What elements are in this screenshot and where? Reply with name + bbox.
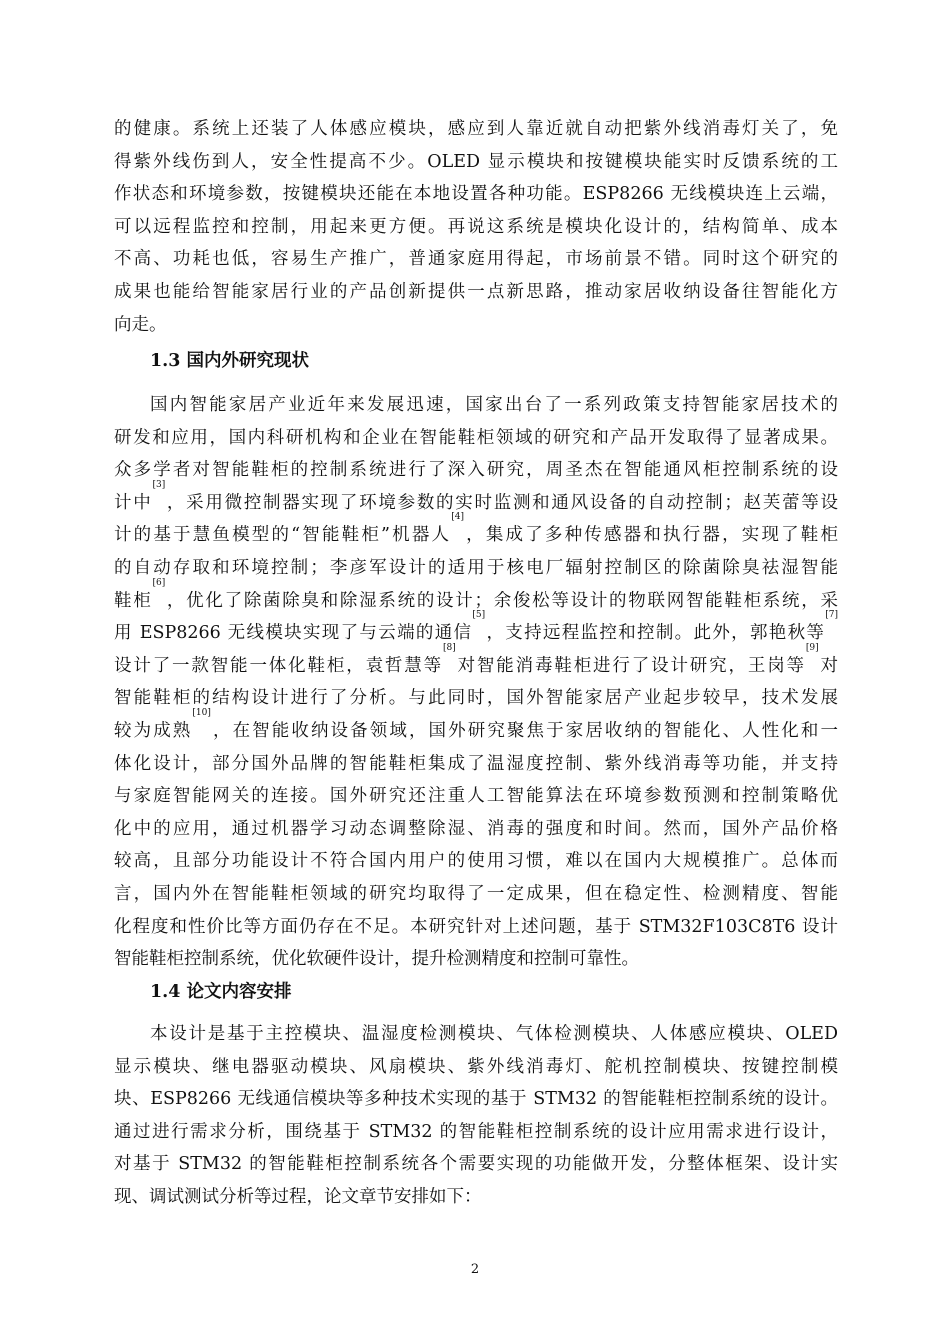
text-line bbox=[114, 422, 838, 455]
text-line bbox=[114, 878, 838, 911]
text-line: 作状态和环境参数，按键模块还能在本地设置各种功能。ESP8266 无线模块连上云端， bbox=[114, 184, 838, 205]
text-segment: 较高，且部分功能设计不符合国内用户的使用习惯，难以在国内大规模推广。总体而 bbox=[114, 851, 838, 872]
heading-research-status: 1.3 国内外研究现状 bbox=[150, 351, 310, 371]
text-segment: 与家庭智能网关的连接。国外研究还注重人工智能算法在环境参数预测和控制策略优 bbox=[114, 786, 838, 807]
text-line bbox=[114, 780, 838, 813]
citation-reference: [9] bbox=[805, 642, 819, 653]
text-segment: 较为成熟 bbox=[114, 720, 193, 741]
citation-reference: [8] bbox=[442, 642, 456, 653]
paragraph-intro-continuation bbox=[114, 113, 838, 341]
text-segment: 言，国内外在智能鞋柜领域的研究均取得了一定成果，但在稳定性、检测精度、智能 bbox=[114, 883, 838, 904]
text-line: 的健康。系统上还装了人体感应模块，感应到人靠近就自动把紫外线消毒灯关了，免 bbox=[114, 119, 838, 139]
text-line bbox=[114, 943, 838, 976]
text-segment: ，集成了多种传感器和执行器，实现了鞋柜 bbox=[463, 525, 838, 546]
text-line bbox=[114, 813, 838, 846]
citation-reference: [10] bbox=[192, 707, 211, 718]
text-line bbox=[114, 610, 839, 650]
text-line: 本设计是基于主控模块、温湿度检测模块、气体检测模块、人体感应模块、OLED bbox=[150, 1024, 838, 1044]
citation-reference: [7] bbox=[825, 610, 839, 621]
text-line bbox=[114, 389, 838, 422]
text-line bbox=[114, 454, 838, 487]
text-segment: 智能鞋柜的结构设计进行了分析。与此同时，国外智能家居产业起步较早，技术发展 bbox=[114, 688, 838, 709]
text-segment: 设计了一款智能一体化鞋柜，袁哲慧等 bbox=[114, 655, 443, 676]
text-line bbox=[114, 479, 839, 523]
text-line bbox=[114, 552, 838, 585]
text-line bbox=[114, 707, 838, 748]
text-segment: ，支持远程监控和控制。此外，郭艳秋等 bbox=[485, 623, 826, 644]
text-line: 现、调试测试分析等过程，论文章节安排如下： bbox=[114, 1186, 482, 1207]
text-segment: ，优化了除菌除臭和除湿系统的设计；余俊松等设计的物联网智能鞋柜系统，采 bbox=[165, 590, 839, 611]
text-line: 通过进行需求分析，围绕基于 STM32 的智能鞋柜控制系统的设计应用需求进行设计， bbox=[114, 1121, 838, 1142]
text-segment: 化程度和性价比等方面仍存在不足。本研究针对上述问题，基于 STM32F103C8T6 设计 bbox=[114, 916, 838, 937]
citation-reference: [5] bbox=[472, 610, 486, 621]
text-segment: 众多学者对智能鞋柜的控制系统进行了深入研究，周圣杰在智能通风柜控制系统的设 bbox=[114, 460, 838, 481]
text-segment: 体化设计，部分国外品牌的智能鞋柜集成了温湿度控制、紫外线消毒等功能，并支持 bbox=[114, 753, 838, 774]
text-segment: 计中 bbox=[114, 492, 153, 513]
text-line bbox=[114, 845, 838, 878]
text-segment: 的自动存取和环境控制；李彦军设计的适用于核电厂辐射控制区的除菌除臭祛湿智能 bbox=[114, 557, 838, 578]
citation-reference: [4] bbox=[451, 512, 464, 523]
text-line bbox=[114, 911, 838, 944]
text-line: 可以远程监控和控制，用起来更方便。再说这系统是模块化设计的，结构简单、成本 bbox=[114, 216, 838, 237]
text-segment: 对智能消毒鞋柜进行了设计研究，王岗等 bbox=[455, 655, 806, 676]
text-line: 向走。 bbox=[114, 314, 167, 335]
citation-reference: [6] bbox=[152, 577, 166, 588]
text-segment: 鞋柜 bbox=[114, 590, 153, 611]
text-line bbox=[114, 512, 838, 552]
text-line bbox=[114, 748, 838, 781]
text-segment: 国内智能家居产业近年来发展迅速，国家出台了一系列政策支持智能家居技术的 bbox=[150, 395, 838, 415]
citation-reference: [3] bbox=[152, 479, 166, 490]
paragraph-research-status bbox=[114, 389, 838, 976]
text-line bbox=[114, 642, 839, 683]
heading-thesis-outline: 1.4 论文内容安排 bbox=[150, 982, 292, 1002]
text-segment: 研发和应用，国内科研机构和企业在智能鞋柜领域的研究和产品开发取得了显著成果。 bbox=[114, 427, 838, 448]
text-segment: 计的基于慧鱼模型的“智能鞋柜”机器人 bbox=[114, 525, 452, 546]
paragraph-thesis-outline bbox=[114, 1018, 838, 1214]
page-number: 2 bbox=[470, 1262, 480, 1277]
text-segment: 对 bbox=[818, 655, 839, 676]
text-segment: 智能鞋柜控制系统，优化软硬件设计，提升检测精度和控制可靠性。 bbox=[114, 949, 639, 970]
text-line: 不高、功耗也低，容易生产推广，普通家庭用得起，市场前景不错。同时这个研究的 bbox=[114, 249, 838, 270]
text-segment: 用 ESP8266 无线模块实现了与云端的通信 bbox=[114, 623, 473, 644]
text-line: 对基于 STM32 的智能鞋柜控制系统各个需要实现的功能做开发，分整体框架、设计实 bbox=[114, 1154, 838, 1175]
text-line bbox=[114, 682, 838, 715]
text-line: 得紫外线伤到人，安全性提高不少。OLED 显示模块和按键模块能实时反馈系统的工 bbox=[114, 151, 838, 172]
text-line: 显示模块、继电器驱动模块、风扇模块、紫外线消毒灯、舵机控制模块、按键控制模 bbox=[114, 1056, 838, 1077]
text-segment: 化中的应用，通过机器学习动态调整除湿、消毒的强度和时间。然而，国外产品价格 bbox=[114, 818, 838, 839]
text-line: 块、ESP8266 无线通信模块等多种技术实现的基于 STM32 的智能鞋柜控制系统的设计。 bbox=[114, 1089, 838, 1110]
text-segment: ，在智能收纳设备领域，国外研究聚焦于家居收纳的智能化、人性化和一 bbox=[210, 720, 838, 741]
text-segment: ，采用微控制器实现了环境参数的实时监测和通风设备的自动控制；赵芙蕾等设 bbox=[165, 492, 839, 513]
text-line: 成果也能给智能家居行业的产品创新提供一点新思路，推动家居收纳设备往智能化方 bbox=[114, 281, 838, 302]
